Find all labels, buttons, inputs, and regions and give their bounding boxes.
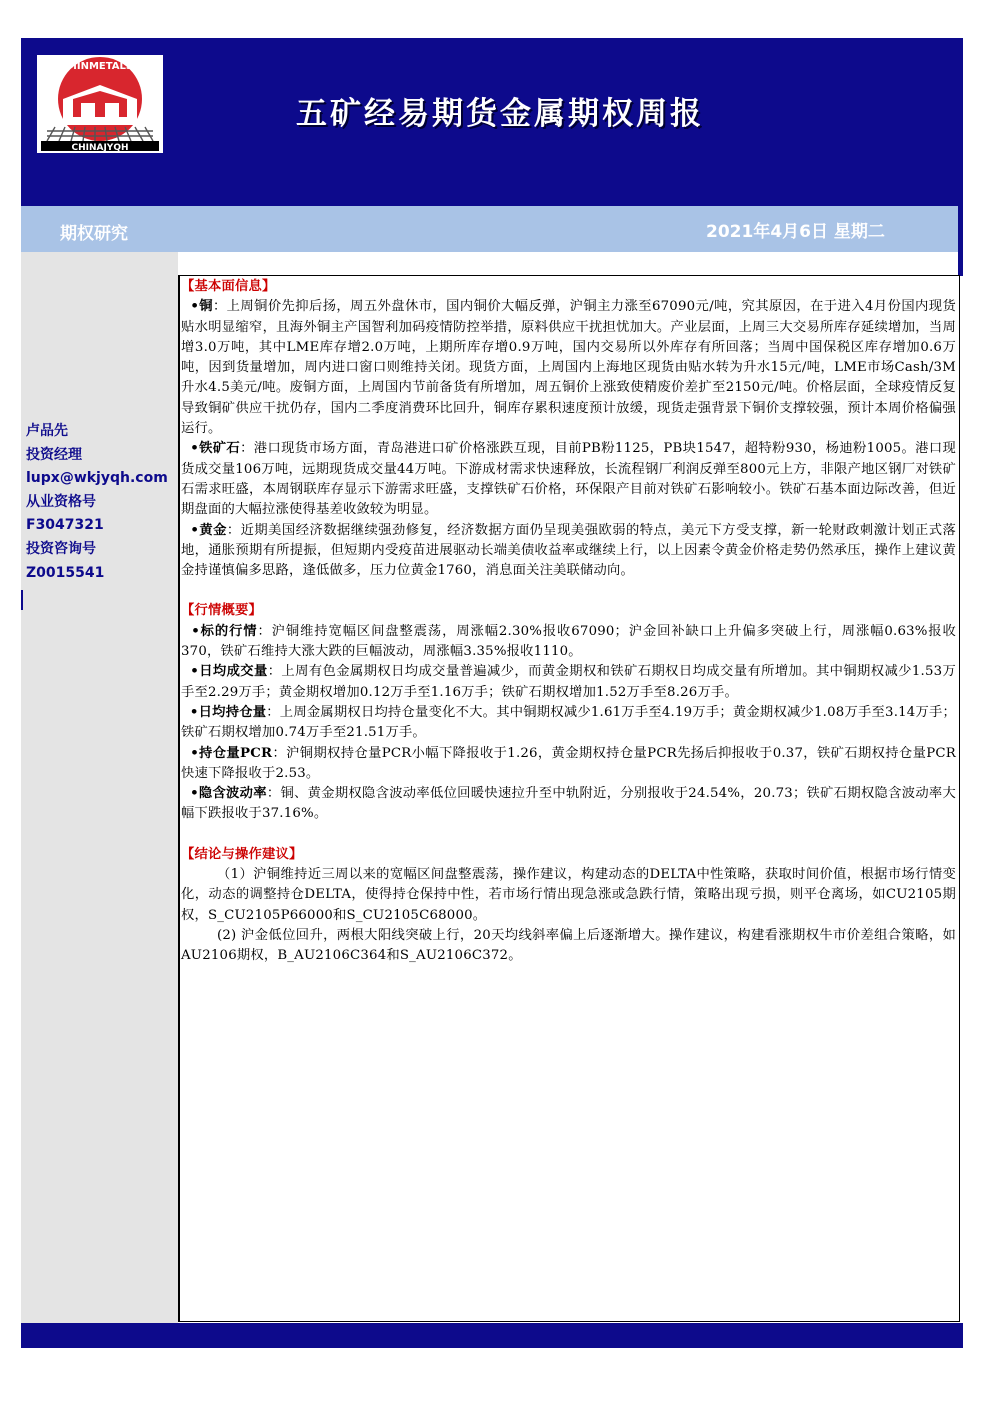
company-logo <box>37 55 163 153</box>
market-item-text: ：沪铜维持宽幅区间盘整震荡，周涨幅2.30%报收67090；沪金回补缺口上升偏多突破上行，周涨幅0.63%报收370，铁矿石维持大涨大跌的巨幅波动，周涨幅3.35%报收1110。 <box>181 623 957 660</box>
logo-text-bottom: CHINAJYQH <box>71 143 129 153</box>
market-item-label: •隐含波动率 <box>190 786 267 802</box>
gold-paragraph <box>181 521 956 582</box>
market-heading: 【行情概要】 <box>181 603 262 619</box>
market-item <box>181 662 956 703</box>
copper-text: ：上周铜价先抑后扬，周五外盘休市，国内铜价大幅反弹，沪铜主力涨至67090元/吨，究其原因，在于进入4月份国内现货贴水明显缩窄，且海外铜主产国智利加码疫情防控举措，原料供应干扰担忧加大。产业层面，上周三大交易所库存延续增加，当周增3.0万吨，其中LME库存增2.0万吨，上期所库存增0.9万吨，国内交易所以外库存有所回落；当周中国保税区库存增加0.6万吨，因到货量增加，周内进口窗口则维持关闭。现货方面，上周国内上海地区现货由贴水转为升水15元/吨，LME市场Cash/3M升水4.5美元/吨。废铜方面，上周国内节前备货有所增加，周五铜价上涨致使精废价差扩至2150元/吨。价格层面，全球疫情反复导致铜矿供应干扰仍存，国内二季度消费环比回升，铜库存累积速度预计放缓，现货走强背景下铜价支撑较强，预计本周价格偏强运行。 <box>181 299 956 437</box>
qualification-label: 从业资格号 <box>26 493 96 510</box>
gold-text: ：近期美国经济数据继续强劲修复，经济数据方面仍呈现美强欧弱的特点，美元下方受支撑，新一轮财政刺激计划正式落地，通胀预期有所提振，但短期内受疫苗进展驱动长端美债收益率或继续上行，以上因素令黄金价格走势仍然承压，操作上建议黄金持谨慎偏多思路，逢低做多，压力位黄金1760，消息面关注美联储动向。 <box>181 522 956 579</box>
market-item <box>181 784 956 825</box>
sidebar <box>21 252 178 1323</box>
footer-bar <box>21 1323 963 1348</box>
iron-text: ：港口现货市场方面，青岛港进口矿价格涨跌互现，目前PB粉1125，PB块1547，超特粉930，杨迪粉1005。港口现货成交量106万吨，远期现货成交量44万吨。下游成材需求快速释放，长流程钢厂利润反弹至800元上方，非限产地区钢厂对铁矿石需求旺盛，本周钢联库存显示下游需求旺盛，支撑铁矿石价格，环保限产目前对铁矿石影响较小。铁矿石基本面边际改善，但近期盘面的大幅拉涨使得基差收敛较为明显。 <box>181 441 956 518</box>
report-body <box>181 277 956 967</box>
market-item-label: •日均持仓量 <box>189 704 267 720</box>
iron-label: •铁矿石 <box>190 441 241 457</box>
market-item-text: ：铜、黄金期权隐含波动率低位回暖快速拉升至中轨附近，分别报收于24.54%，20.73；铁矿石期权隐含波动率大幅下跌报收于37.16%。 <box>181 786 957 822</box>
market-item-text: ：沪铜期权持仓量PCR小幅下降报收于1.26，黄金期权持仓量PCR先扬后抑报收于0.37，铁矿石期权持仓量PCR快速下降报收于2.53。 <box>181 745 956 781</box>
market-item-label: •标的行情 <box>191 623 258 639</box>
report-date: 2021年4月6日 星期二 <box>706 222 885 242</box>
analyst-title: 投资经理 <box>26 446 82 463</box>
conclusion-paragraph-2: (2) 沪金低位回升，两根大阳线突破上行，20天均线斜率偏上后逐渐增大。操作建议，构建看涨期权牛市价差组合策略，如AU2106期权，B_AU2106C364和S_AU2106C372。 <box>181 927 956 964</box>
fundamentals-heading: 【基本面信息】 <box>181 279 276 294</box>
report-title: 五矿经易期货金属期权周报 <box>296 96 704 132</box>
market-item <box>181 622 956 663</box>
analyst-name: 卢品先 <box>26 423 68 439</box>
analyst-contact <box>26 420 168 585</box>
market-item <box>181 703 956 744</box>
sidebar-edge-mark <box>21 590 23 610</box>
conclusion-heading: 【结论与操作建议】 <box>181 846 303 862</box>
copper-label: •铜 <box>190 299 213 315</box>
conclusion-paragraph-1: （1）沪铜维持近三周以来的宽幅区间盘整震荡，操作建议，构建动态的DELTA中性策略，获取时间价值，根据市场行情变化，动态的调整持仓DELTA，使得持仓保持中性，若市场行情出现急涨或急跌行情，策略出现亏损，则平仓离场，如CU2105期权，S_CU2105P66000和S_CU2105C68000。 <box>181 867 956 923</box>
market-item-text: ：上周有色金属期权日均成交量普遍减少，而黄金期权和铁矿石期权日均成交量有所增加。其中铜期权减少1.53万手至2.29万手；黄金期权增加0.12万手至1.16万手；铁矿石期权增加1.52万手至8.26万手。 <box>181 664 956 700</box>
gold-label: •黄金 <box>190 522 227 538</box>
market-item <box>181 744 956 785</box>
qualification-number: F3047321 <box>26 517 104 534</box>
analyst-email[interactable]: lupx@wkjyqh.com <box>26 470 168 487</box>
market-item-text: ：上周金属期权日均持仓量变化不大。其中铜期权减少1.61万手至4.19万手；黄金期权减少1.08万手至3.14万手；铁矿石期权增加0.74万手至21.51万手。 <box>181 704 957 741</box>
subheader-edge <box>958 206 963 276</box>
iron-paragraph <box>181 439 956 520</box>
market-item-label: •日均成交量 <box>190 664 268 680</box>
market-item-label: •持仓量PCR <box>190 745 273 761</box>
section-label: 期权研究 <box>60 224 128 244</box>
copper-paragraph <box>181 297 956 439</box>
logo-text-top: MINMETALS <box>66 61 134 72</box>
consulting-number: Z0015541 <box>26 564 105 581</box>
consulting-label: 投资咨询号 <box>26 540 96 557</box>
